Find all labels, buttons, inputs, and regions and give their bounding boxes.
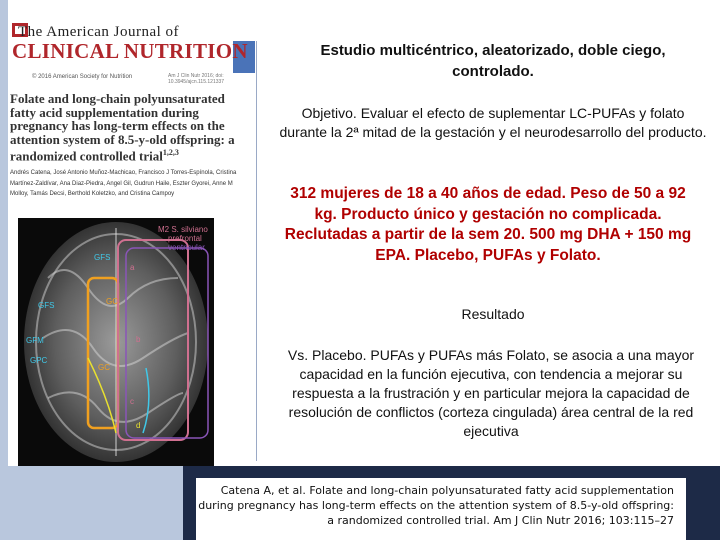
- citation-text: Catena A, et al. Folate and long-chain polyunsaturated fatty acid supplementation during pregnancy has long-term effects on the attention system of 8.5-y-old offspring: a randomized controlled trial. Am J Clin Nutr 2016; 103:115–27: [198, 484, 674, 527]
- result-label: Resultado: [461, 306, 525, 322]
- divider-line: [256, 41, 257, 461]
- mri-label-gpc: GPC: [30, 356, 48, 365]
- mri-label-silviano: M2 S. silviano: [158, 225, 208, 234]
- journal-name-line1: The American Journal of: [18, 24, 180, 40]
- mri-label-d: d: [136, 421, 141, 430]
- article-title: Folate and long-chain polyunsaturated fatty acid supplementation during pregnancy has long-term effects on the attention system of 8.5-y-old offspring: a randomized controlled trial$^{1,2,3}$: [10, 91, 235, 164]
- mri-label-a: a: [130, 263, 135, 272]
- result-text: Vs. Placebo. PUFAs y PUFAs más Folato, se asocia a una mayor capacidad en la función ejecutiva, con tendencia a mejorar su respuesta a la frustración y en particular mejora la capacidad de resolución de conflictos (corteza cingulada) área central de la red ejecutiva: [287, 347, 695, 439]
- footer-light-panel: [0, 466, 183, 540]
- title-footnote-marks: 1,2,3: [162, 148, 179, 157]
- article-authors: Andrés Catena, José Antonio Muñoz-Machicao, Francisco J Torres-Espínola, Cristina Martínez-Zaldívar, Ana Diaz-Piedra, Angel Gil, Gudrun Haile, Eszter Gyorei, Anne M Molloy, Tamás Decsi, Berthold Koletzko, and Cristina Campoy: [10, 170, 237, 197]
- brain-mri-image: [18, 218, 214, 466]
- mri-label-gc-2: GC: [98, 363, 110, 372]
- population-text: 312 mujeres de 18 a 40 años de edad. Peso de 50 a 92 kg. Producto único y gestación no complicada. Reclutadas a partir de la sem 20. 500 mg DHA + 150 mg EPA. Placebo, PUFAs y Folato.: [284, 185, 692, 264]
- objective-text: Objetivo. Evaluar el efecto de suplementar LC-PUFAs y folato durante la 2ª mitad de la gestación y el neurodesarrollo del producto.: [279, 105, 707, 140]
- journal-copyright: © 2016 American Society for Nutrition: [32, 74, 133, 80]
- mri-label-prefrontal: prefrontal: [168, 234, 202, 243]
- study-design-heading: Estudio multicéntrico, aleatorizado, doble ciego, controlado.: [320, 42, 666, 80]
- mri-label-gfm: GFM: [26, 336, 44, 345]
- journal-meta: Am J Clin Nutr 2016; doi: 10.3945/ajcn.115.121337: [168, 73, 225, 85]
- mri-label-gfs-1: GFS: [94, 253, 111, 262]
- mri-label-gc-1: GC: [106, 297, 118, 306]
- mri-label-ventricular: ventricular: [168, 243, 205, 252]
- mri-label-b: b: [136, 335, 141, 344]
- mri-label-c: c: [130, 397, 134, 406]
- left-decorative-strip: [0, 0, 8, 540]
- journal-name-line2: CLINICAL NUTRITION: [12, 39, 248, 63]
- mri-label-gfs-2: GFS: [38, 301, 55, 310]
